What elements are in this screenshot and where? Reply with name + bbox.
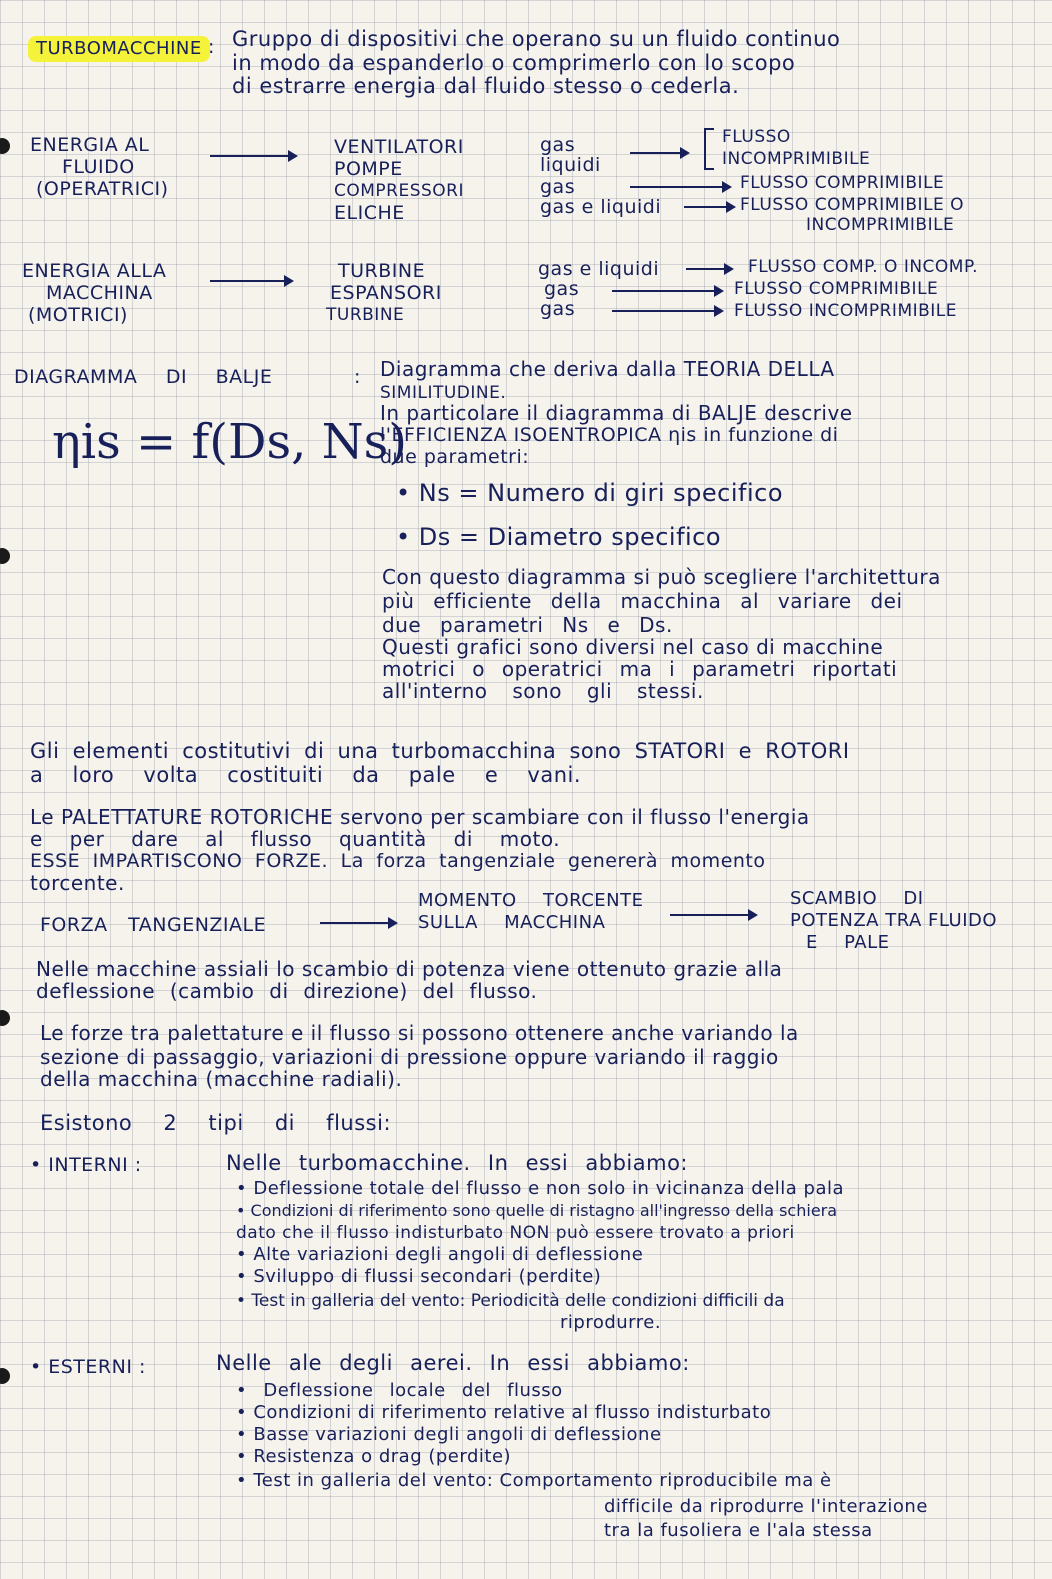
interni-item: • Alte variazioni degli angoli di deflessione — [236, 1244, 644, 1265]
paragraph-line: Le forze tra palettature e il flusso si possono ottenere anche variando la — [40, 1021, 799, 1045]
balje-text: SIMILITUDINE. — [380, 383, 507, 403]
paragraph-line: a loro volta costituiti da pale e vani. — [30, 763, 582, 787]
operatrici-item: ELICHE — [334, 202, 405, 224]
interni-intro: Nelle turbomacchine. In essi abbiamo: — [226, 1151, 688, 1175]
flow-arrow — [612, 290, 722, 292]
definition-line-3: di estrarre energia dal fluido stesso o cederla. — [232, 74, 740, 98]
operatrici-label-3: (OPERATRICI) — [36, 178, 169, 200]
paragraph-line: Gli elementi costitutivi di una turbomacchina sono STATORI e ROTORI — [30, 739, 850, 763]
term-turbomacchine: TURBOMACCHINE — [28, 36, 210, 62]
operatrici-flow: FLUSSO COMPRIMIBILE O — [740, 195, 965, 215]
balje-text2: più efficiente della macchina al variare dei — [382, 589, 903, 613]
interni-item: dato che il flusso indisturbato NON può essere trovato a priori — [236, 1223, 795, 1243]
operatrici-item: COMPRESSORI — [334, 181, 465, 201]
interni-label: • INTERNI : — [30, 1154, 142, 1176]
operatrici-flow: INCOMPRIMIBILE — [806, 215, 955, 235]
motrici-flow: FLUSSO COMP. O INCOMP. — [748, 257, 978, 277]
interni-item: riprodurre. — [560, 1312, 662, 1333]
paragraph-line: Le PALETTATURE ROTORICHE servono per scambiare con il flusso l'energia — [30, 805, 810, 829]
operatrici-arrow — [210, 155, 296, 157]
operatrici-item: VENTILATORI — [334, 136, 464, 158]
operatrici-label-2: FLUIDO — [62, 156, 135, 178]
balje-text2: motrici o operatrici ma i parametri riportati — [382, 657, 898, 681]
interni-item: • Condizioni di riferimento sono quelle di ristagno all'ingresso della schiera — [236, 1201, 838, 1220]
balje-text2: due parametri Ns e Ds. — [382, 613, 673, 637]
binder-hole — [0, 1010, 10, 1026]
balje-text: Diagramma che deriva dalla TEORIA DELLA — [380, 357, 835, 381]
interni-item: • Test in galleria del vento: Periodicità delle condizioni difficili da — [236, 1291, 785, 1311]
esterni-item: • Condizioni di riferimento relative al flusso indisturbato — [236, 1402, 772, 1423]
balje-text: l'EFFICIENZA ISOENTROPICA ηis in funzione di — [380, 424, 839, 446]
balje-param: • Ds = Diametro specifico — [396, 523, 722, 551]
binder-hole — [0, 138, 10, 154]
definition-line-2: in modo da espanderlo o comprimerlo con lo scopo — [232, 51, 796, 75]
motrici-label-2: MACCHINA — [46, 282, 153, 304]
motrici-arrow — [210, 280, 292, 282]
motrici-item: TURBINE — [326, 305, 405, 325]
binder-hole — [0, 548, 10, 564]
operatrici-item: POMPE — [334, 158, 403, 180]
esterni-intro: Nelle ale degli aerei. In essi abbiamo: — [216, 1351, 690, 1375]
chain-forza: FORZA TANGENZIALE — [40, 914, 267, 936]
flow-arrow — [630, 186, 730, 188]
balje-text: In particolare il diagramma di BALJE descrive — [380, 401, 853, 425]
motrici-fluid: gas — [540, 298, 576, 320]
balje-colon: : — [354, 366, 361, 388]
flow-arrow — [686, 268, 732, 270]
motrici-fluid: gas — [544, 278, 580, 300]
esterni-item: • Deflessione locale del flusso — [236, 1380, 563, 1401]
binder-hole — [0, 1368, 10, 1384]
balje-text2: Con questo diagramma si può scegliere l'architettura — [382, 565, 941, 589]
balje-text2: Questi grafici sono diversi nel caso di macchine — [382, 635, 884, 659]
operatrici-fluid: liquidi — [540, 154, 601, 176]
paragraph-line: della macchina (macchine radiali). — [40, 1067, 403, 1091]
definition-line-1: Gruppo di dispositivi che operano su un fluido continuo — [232, 27, 841, 51]
operatrici-flow: INCOMPRIMIBILE — [722, 149, 871, 169]
motrici-item: TURBINE — [338, 260, 426, 282]
operatrici-flow: FLUSSO — [722, 127, 791, 147]
paragraph-line: torcente. — [30, 871, 125, 895]
esterni-item: tra la fusoliera e l'ala stessa — [604, 1520, 873, 1541]
balje-param: • Ns = Numero di giri specifico — [396, 479, 784, 507]
motrici-item: ESPANSORI — [330, 282, 442, 304]
motrici-label-3: (MOTRICI) — [28, 304, 128, 326]
flow-arrow — [684, 206, 734, 208]
paragraph-line: e per dare al flusso quantità di moto. — [30, 827, 561, 851]
operatrici-fluid: gas e liquidi — [540, 196, 662, 218]
flow-arrow — [612, 310, 722, 312]
interni-item: • Sviluppo di flussi secondari (perdite) — [236, 1266, 602, 1287]
paragraph-line: sezione di passaggio, variazioni di pressione oppure variando il raggio — [40, 1045, 779, 1069]
chain-scambio: POTENZA TRA FLUIDO — [790, 910, 998, 931]
flow-arrow — [630, 152, 688, 154]
chain-momento: SULLA MACCHINA — [418, 912, 606, 933]
operatrici-label-1: ENERGIA AL — [30, 134, 150, 156]
balje-text: due parametri: — [380, 446, 530, 468]
term-colon: : — [208, 36, 215, 58]
chain-scambio: SCAMBIO DI — [790, 888, 924, 909]
paragraph-line: ESSE IMPARTISCONO FORZE. La forza tangenziale genererà momento — [30, 850, 766, 872]
motrici-fluid: gas e liquidi — [538, 258, 660, 280]
operatrici-fluid: gas — [540, 176, 576, 198]
paragraph-line: deflessione (cambio di direzione) del flusso. — [36, 979, 538, 1003]
esterni-item: difficile da riprodurre l'interazione — [604, 1496, 928, 1517]
chain-arrow — [670, 914, 756, 916]
chain-arrow — [320, 922, 396, 924]
operatrici-flow: FLUSSO COMPRIMIBILE — [740, 173, 945, 193]
balje-formula: ηis = f(Ds, Ns) — [52, 414, 407, 470]
chain-scambio: E PALE — [806, 932, 890, 953]
motrici-label-1: ENERGIA ALLA — [22, 260, 167, 282]
chain-momento: MOMENTO TORCENTE — [418, 890, 644, 911]
motrici-flow: FLUSSO COMPRIMIBILE — [734, 279, 939, 299]
paragraph-line: Nelle macchine assiali lo scambio di potenza viene ottenuto grazie alla — [36, 957, 783, 981]
esterni-item: • Resistenza o drag (perdite) — [236, 1446, 512, 1467]
motrici-flow: FLUSSO INCOMPRIMIBILE — [734, 301, 958, 321]
esterni-item: • Test in galleria del vento: Comportamento riproducibile ma è — [236, 1470, 832, 1491]
balje-title: DIAGRAMMA DI BALJE — [14, 366, 273, 388]
esterni-item: • Basse variazioni degli angoli di deflessione — [236, 1424, 662, 1445]
esterni-label: • ESTERNI : — [30, 1356, 146, 1378]
paragraph-line: Esistono 2 tipi di flussi: — [40, 1111, 392, 1135]
operatrici-fluid: gas — [540, 134, 576, 156]
interni-item: • Deflessione totale del flusso e non solo in vicinanza della pala — [236, 1178, 845, 1199]
flow-bracket — [704, 128, 714, 170]
balje-text2: all'interno sono gli stessi. — [382, 679, 704, 703]
